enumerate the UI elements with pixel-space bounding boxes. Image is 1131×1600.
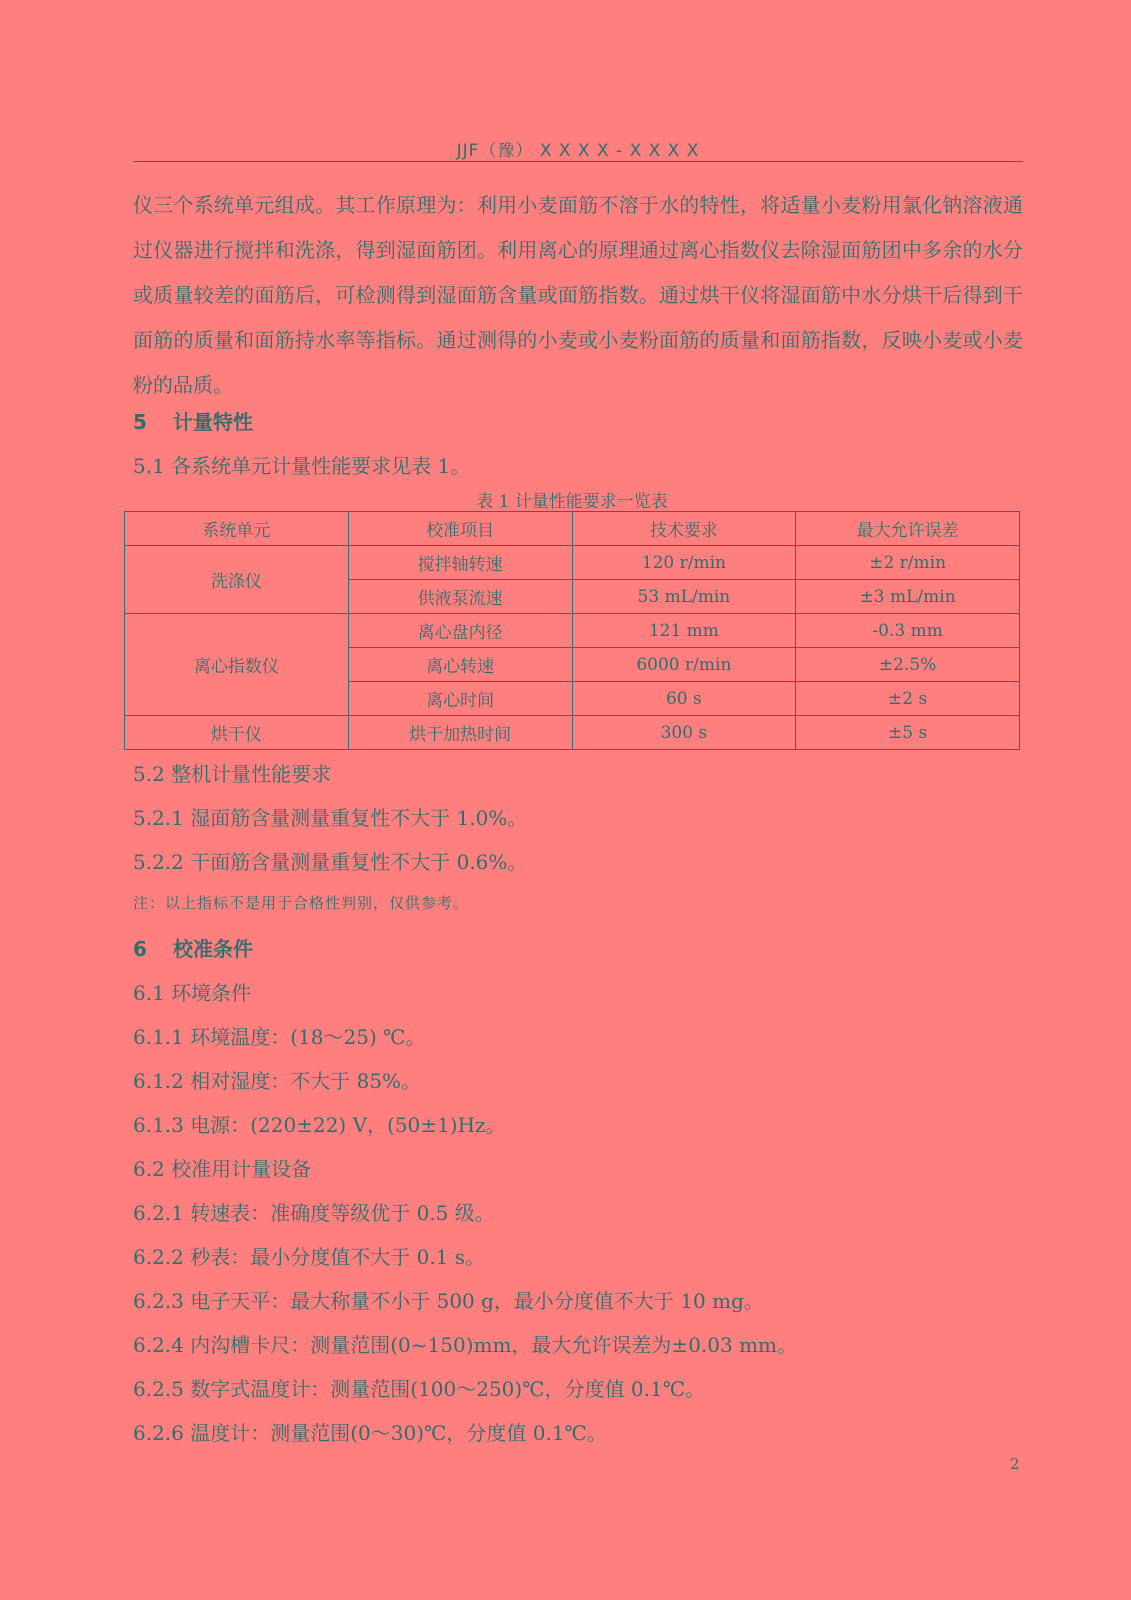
requirement-cell: 6000 r/min <box>572 648 796 682</box>
table-header-row <box>125 512 1020 546</box>
section-6-number: 6 <box>133 937 147 961</box>
page-number: 2 <box>1010 1455 1020 1473</box>
clause-6-2-2: 6.2.2 秒表：最小分度值不大于 0.1 s。 <box>133 1245 486 1269</box>
clause-5-2-2: 5.2.2 干面筋含量测量重复性不大于 0.6%。 <box>133 850 528 874</box>
item-cell: 离心时间 <box>348 682 572 716</box>
mpe-cell: ±5 s <box>796 716 1020 750</box>
clause-6-1: 6.1 环境条件 <box>133 981 252 1005</box>
mpe-cell: ±3 mL/min <box>796 580 1020 614</box>
clause-5-1: 5.1 各系统单元计量性能要求见表 1。 <box>133 454 471 478</box>
mpe-cell: ±2 r/min <box>796 546 1020 580</box>
clause-6-2: 6.2 校准用计量设备 <box>133 1157 312 1181</box>
item-cell: 烘干加热时间 <box>348 716 572 750</box>
item-cell: 供液泵流速 <box>348 580 572 614</box>
mpe-cell: -0.3 mm <box>796 614 1020 648</box>
note-text: 注：以上指标不是用于合格性判别，仅供参考。 <box>133 894 470 912</box>
header-item: 校准项目 <box>348 512 572 546</box>
item-cell: 离心盘内径 <box>348 614 572 648</box>
item-cell: 搅拌轴转速 <box>348 546 572 580</box>
section-5-number: 5 <box>133 410 147 434</box>
clause-5-2-1: 5.2.1 湿面筋含量测量重复性不大于 1.0%。 <box>133 806 528 830</box>
table-1-caption: 表 1 计量性能要求一览表 <box>476 492 668 512</box>
table-row <box>125 716 1020 750</box>
section-6-title: 校准条件 <box>173 937 253 961</box>
header-mpe: 最大允许误差 <box>796 512 1020 546</box>
requirement-cell: 53 mL/min <box>572 580 796 614</box>
section-5-heading <box>133 406 253 435</box>
header-divider <box>133 161 1023 162</box>
section-6-heading <box>133 933 253 962</box>
requirement-cell: 60 s <box>572 682 796 716</box>
intro-paragraph: 仪三个系统单元组成。其工作原理为：利用小麦面筋不溶于水的特性，将适量小麦粉用氯化钠溶液通过仪器进行搅拌和洗涤，得到湿面筋团。利用离心的原理通过离心指数仪去除湿面筋团中多余的水分或质量较差的面筋后，可检测得到湿面筋含量或面筋指数。通过烘干仪将湿面筋中水分烘干后得到干面筋的质量和面筋持水率等指标。通过测得的小麦或小麦粉面筋的质量和面筋指数，反映小麦或小麦粉的品质。 <box>133 193 1023 397</box>
unit-cell-washer: 洗涤仪 <box>125 546 349 614</box>
table-row <box>125 614 1020 648</box>
clause-6-2-4: 6.2.4 内沟槽卡尺：测量范围(0~150)mm，最大允许误差为±0.03 mm。 <box>133 1333 798 1357</box>
document-header: JJF（豫） X X X X - X X X X <box>456 141 700 161</box>
unit-cell-dryer: 烘干仪 <box>125 716 349 750</box>
clause-6-2-1: 6.2.1 转速表：准确度等级优于 0.5 级。 <box>133 1201 495 1225</box>
requirement-cell: 121 mm <box>572 614 796 648</box>
section-5-title: 计量特性 <box>173 410 253 434</box>
unit-cell-centrifuge: 离心指数仪 <box>125 614 349 716</box>
header-requirement: 技术要求 <box>572 512 796 546</box>
item-cell: 离心转速 <box>348 648 572 682</box>
mpe-cell: ±2.5% <box>796 648 1020 682</box>
clause-6-2-6: 6.2.6 温度计：测量范围(0～30)℃，分度值 0.1℃。 <box>133 1421 607 1445</box>
clause-6-1-2: 6.1.2 相对湿度：不大于 85%。 <box>133 1069 422 1093</box>
header-unit: 系统单元 <box>125 512 349 546</box>
table-row <box>125 546 1020 580</box>
clause-6-1-1: 6.1.1 环境温度：(18～25) ℃。 <box>133 1025 426 1049</box>
clause-5-2: 5.2 整机计量性能要求 <box>133 762 332 786</box>
requirement-cell: 120 r/min <box>572 546 796 580</box>
clause-6-2-3: 6.2.3 电子天平：最大称量不小于 500 g，最小分度值不大于 10 mg。 <box>133 1289 764 1313</box>
calibration-spec-table <box>124 511 1020 750</box>
clause-6-1-3: 6.1.3 电源：(220±22) V，(50±1)Hz。 <box>133 1113 506 1137</box>
mpe-cell: ±2 s <box>796 682 1020 716</box>
requirement-cell: 300 s <box>572 716 796 750</box>
clause-6-2-5: 6.2.5 数字式温度计：测量范围(100～250)℃，分度值 0.1℃。 <box>133 1377 706 1401</box>
